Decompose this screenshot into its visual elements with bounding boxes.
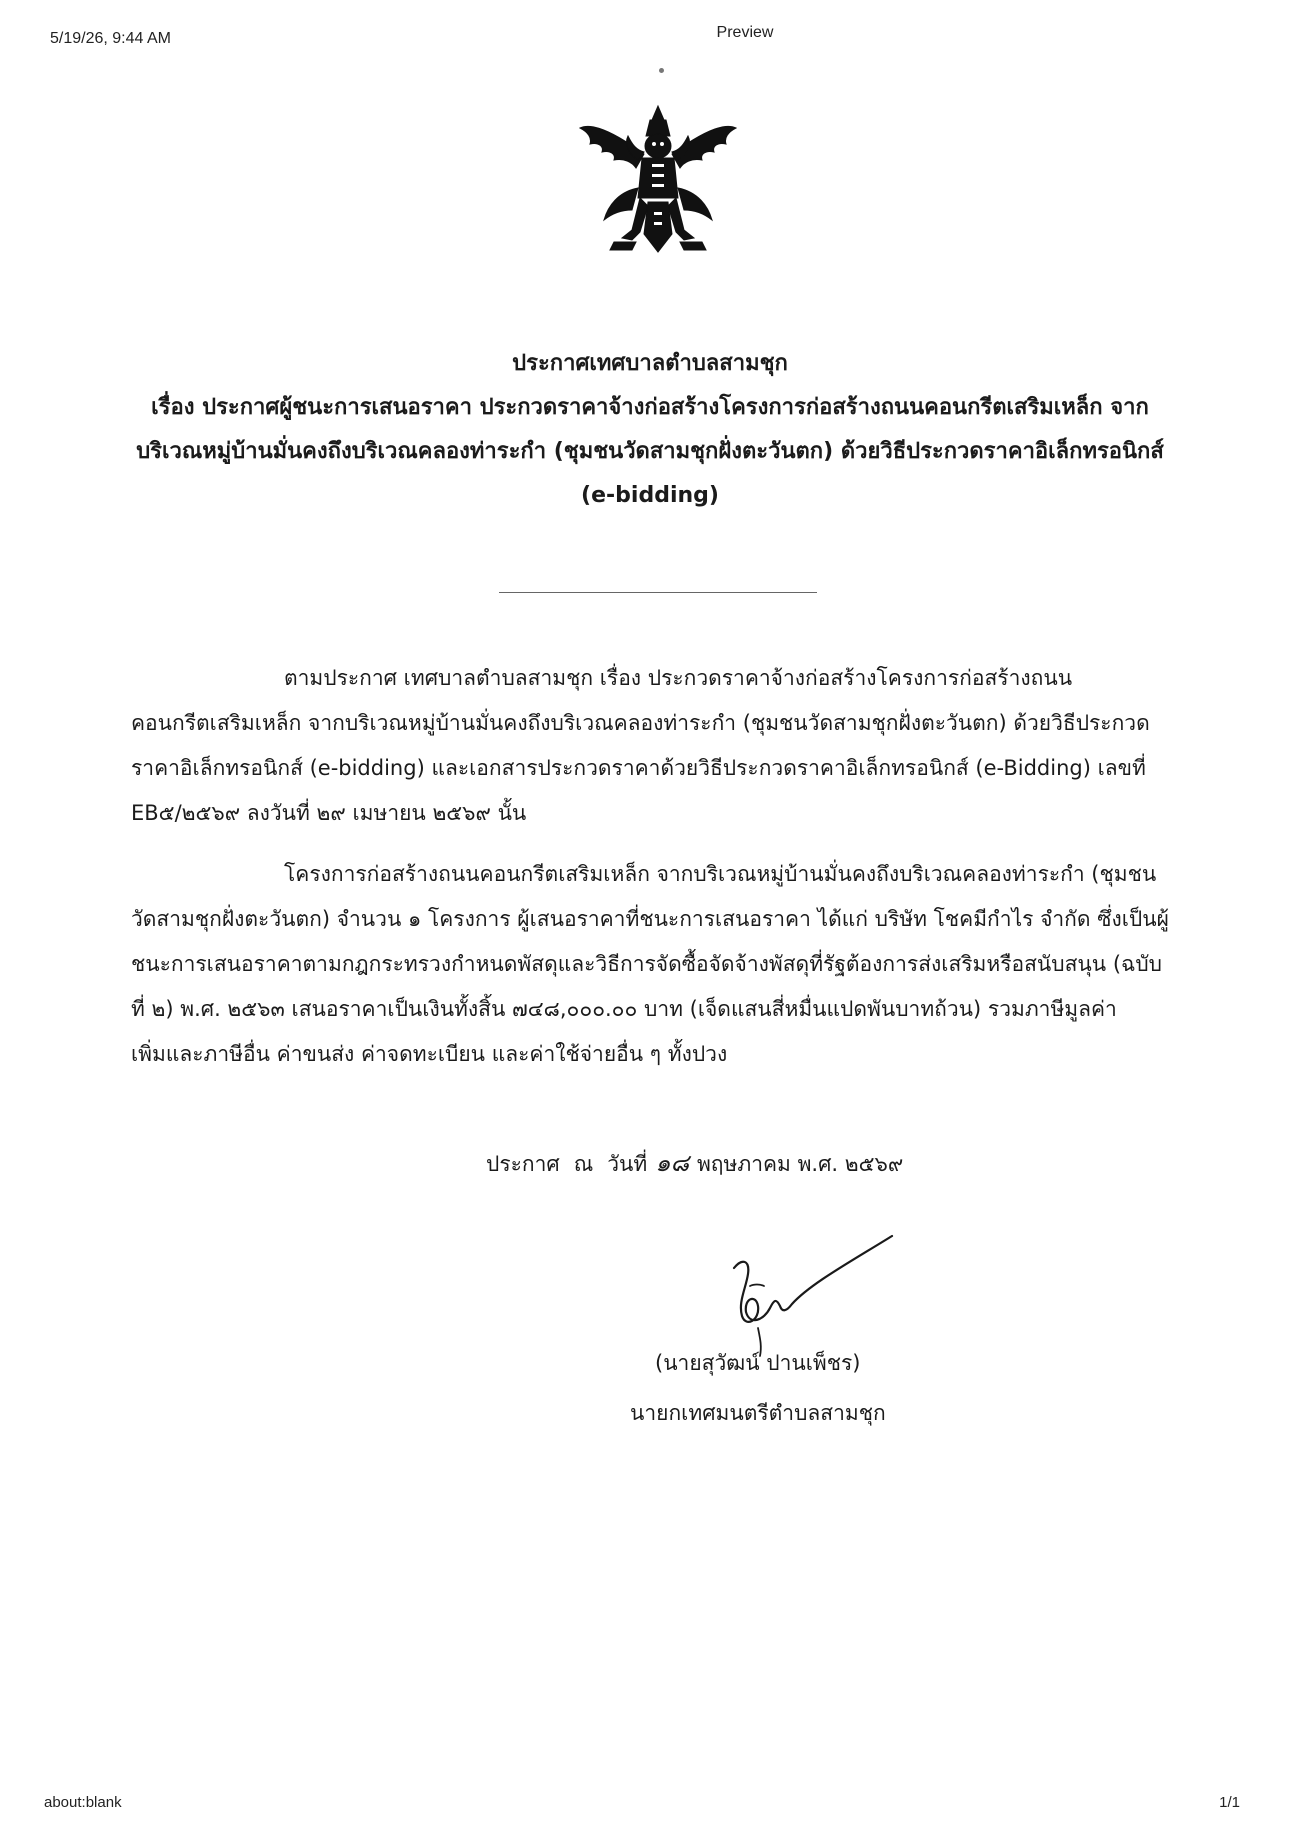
paragraph-line: ที่ ๒) พ.ศ. ๒๕๖๓ เสนอราคาเป็นเงินทั้งสิ้น ๗๔๘,๐๐๐.๐๐ บาท (เจ็ดแสนสี่หมื่นแปดพันบาทถ้วน) รวมภาษีมูลค่า	[131, 997, 1117, 1021]
date-at: ณ	[573, 1152, 594, 1176]
print-page-number: 1/1	[1219, 1794, 1240, 1811]
body-paragraph-2	[131, 852, 1181, 1077]
print-url: about:blank	[44, 1794, 122, 1811]
paragraph-line: ชนะการเสนอราคาตามกฎกระทรวงกำหนดพัสดุและวิธีการจัดซื้อจัดจ้างพัสดุที่รัฐต้องการส่งเสริมหรือสนับสนุน (ฉบับ	[131, 952, 1162, 976]
paragraph-line: คอนกรีตเสริมเหล็ก จากบริเวณหมู่บ้านมั่นคงถึงบริเวณคลองท่าระกำ (ชุมชนวัดสามชุกฝั่งตะวันตก) ด้วยวิธีประกวด	[131, 711, 1150, 735]
paragraph-line: เพิ่มและภาษีอื่น ค่าขนส่ง ค่าจดทะเบียน และค่าใช้จ่ายอื่น ๆ ทั้งปวง	[131, 1042, 728, 1066]
date-month-year: พฤษภาคม พ.ศ. ๒๕๖๙	[696, 1152, 904, 1176]
date-day-handwritten: ๑๘	[655, 1149, 689, 1177]
subject-line: บริเวณหมู่บ้านมั่นคงถึงบริเวณคลองท่าระกำ (ชุมชนวัดสามชุกฝั่งตะวันตก) ด้วยวิธีประกวดราคาอิเล็กทรอนิกส์	[136, 439, 1164, 464]
subject-line: เรื่อง ประกาศผู้ชนะการเสนอราคา ประกวดราคาจ้างก่อสร้างโครงการก่อสร้างถนนคอนกรีตเสริมเหล็ก จาก	[151, 395, 1149, 420]
signatory-name: (นายสุวัฒน์ ปานเพ็ชร)	[655, 1351, 861, 1375]
paragraph-line: วัดสามชุกฝั่งตะวันตก) จำนวน ๑ โครงการ ผู้เสนอราคาที่ชนะการเสนอราคา ได้แก่ บริษัท โชคมีกำไร จำกัด ซึ่งเป็นผู้	[131, 907, 1169, 931]
print-title: Preview	[716, 24, 774, 41]
body-paragraph-1	[131, 656, 1181, 836]
date-prefix: ประกาศ	[486, 1152, 560, 1176]
scan-speck	[659, 68, 664, 73]
announcement-heading: ประกาศเทศบาลตำบลสามชุก	[512, 351, 788, 376]
signature-image	[720, 1228, 900, 1358]
paragraph-line: ราคาอิเล็กทรอนิกส์ (e-bidding) และเอกสารประกวดราคาด้วยวิธีประกวดราคาอิเล็กทรอนิกส์ (e-Bidding) เลขที่	[131, 756, 1146, 780]
date-day-label: วันที่	[607, 1152, 648, 1176]
print-datetime: 5/19/26, 9:44 AM	[50, 30, 171, 47]
paragraph-line: โครงการก่อสร้างถนนคอนกรีตเสริมเหล็ก จากบริเวณหมู่บ้านมั่นคงถึงบริเวณคลองท่าระกำ (ชุมชน	[284, 862, 1157, 886]
signatory-position: นายกเทศมนตรีตำบลสามชุก	[630, 1401, 886, 1425]
paragraph-line: EB๕/๒๕๖๙ ลงวันที่ ๒๙ เมษายน ๒๕๖๙ นั้น	[131, 801, 527, 825]
paragraph-line: ตามประกาศ เทศบาลตำบลสามชุก เรื่อง ประกวดราคาจ้างก่อสร้างโครงการก่อสร้างถนน	[284, 666, 1073, 690]
announcement-date	[486, 1143, 903, 1182]
garuda-emblem-icon	[574, 102, 742, 270]
subject-line: (e-bidding)	[581, 483, 719, 508]
announcement-title	[100, 342, 1200, 518]
title-divider	[499, 592, 817, 593]
